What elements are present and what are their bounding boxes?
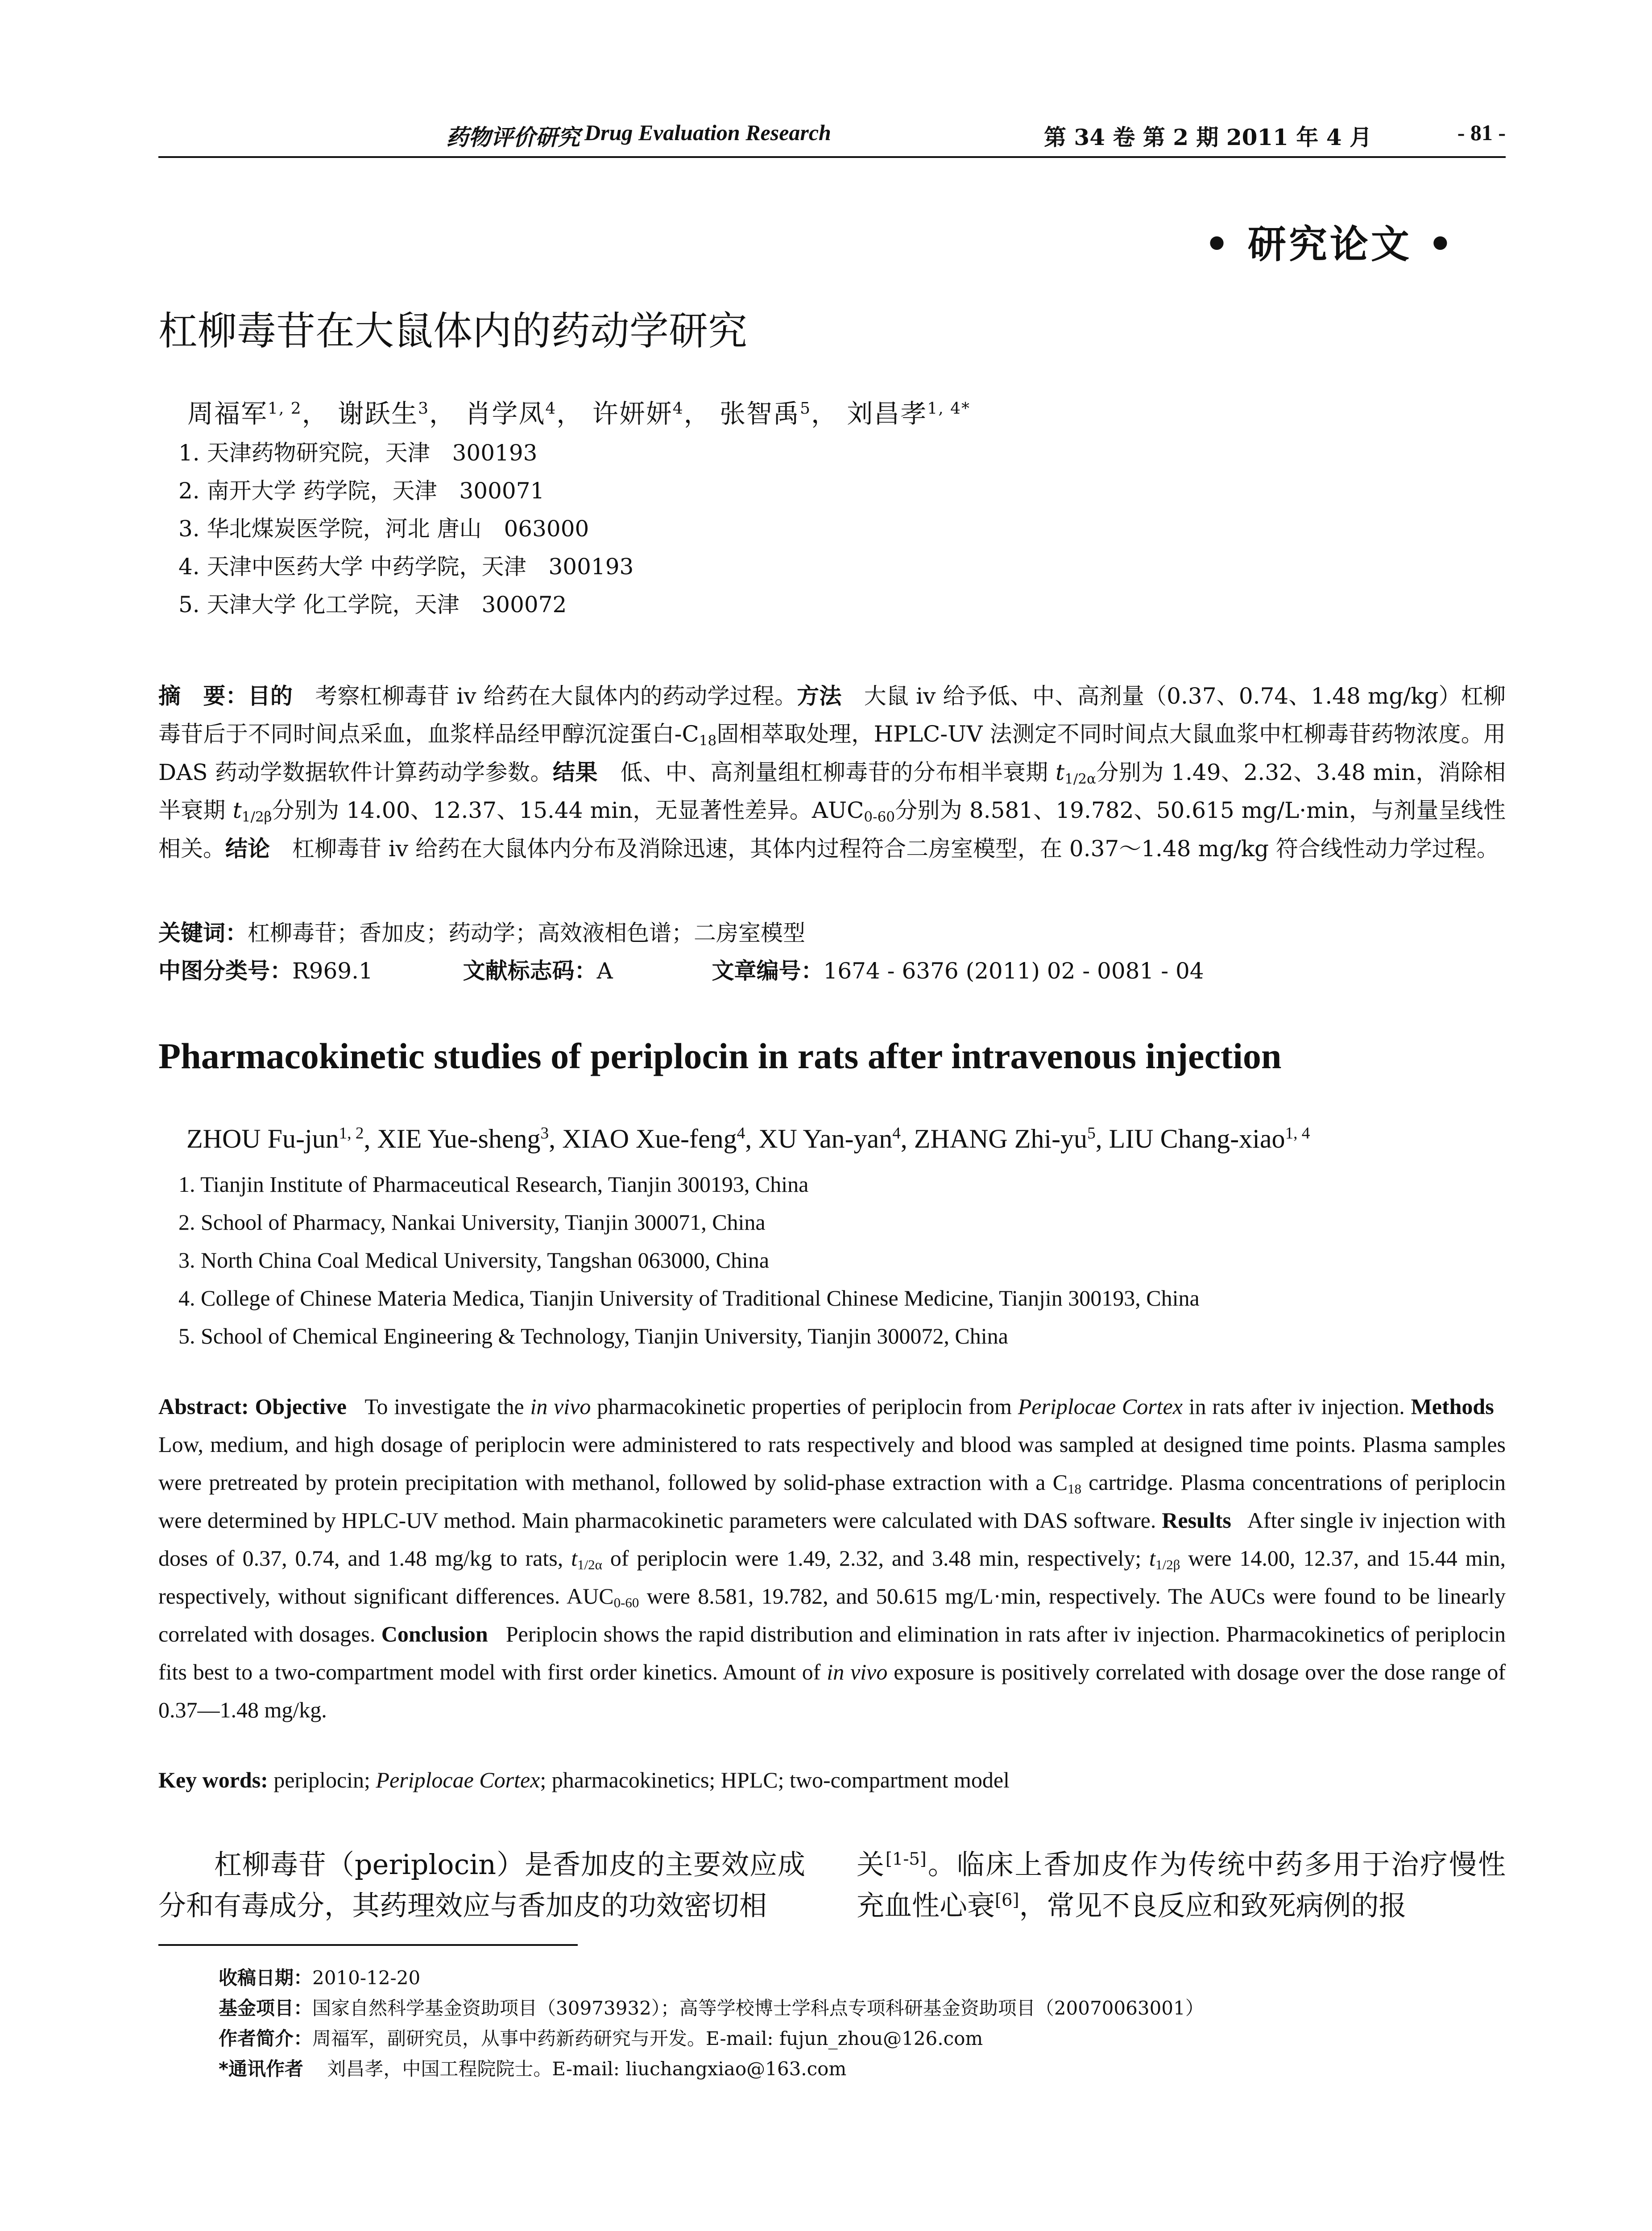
- half-life-symbol: t: [1055, 759, 1065, 785]
- keywords-text: 杠柳毒苷；香加皮；药动学；高效液相色谱；二房室模型: [248, 920, 805, 946]
- subscript: 18: [699, 732, 717, 749]
- body-text: 关: [857, 1848, 886, 1881]
- clc-label: 中图分类号：: [158, 958, 292, 984]
- abstract-label: 摘 要：: [158, 683, 248, 709]
- keywords-cn: [158, 914, 1506, 952]
- author-affiliation-mark: 1, 2: [268, 399, 302, 418]
- author-en: XIAO Xue-feng: [562, 1124, 737, 1153]
- citation: [1-5]: [885, 1849, 927, 1869]
- citation: [6]: [995, 1890, 1019, 1910]
- author-en: ZHOU Fu-jun: [186, 1124, 339, 1153]
- journal-issue: 第 34 卷 第 2 期 2011 年 4 月: [1044, 124, 1372, 150]
- half-life-symbol: t: [1149, 1546, 1155, 1571]
- methods-label: 方法: [797, 683, 842, 709]
- keywords-label: 关键词：: [158, 920, 248, 946]
- affiliation-en: 5. School of Chemical Engineering & Technology, Tianjin University, Tianjin 300072, China: [178, 1323, 1008, 1348]
- objective-label: 目的: [248, 683, 293, 709]
- keywords-text: ; pharmacokinetics; HPLC; two-compartment model: [540, 1767, 1010, 1792]
- objective-text: 考察杠柳毒苷 iv 给药在大鼠体内的药动学过程。: [315, 683, 797, 709]
- body-column-left: [158, 1844, 805, 1926]
- classification-line: [158, 952, 1506, 990]
- doc-code-label: 文献标志码：: [463, 958, 597, 984]
- italic-term: in vivo: [530, 1394, 591, 1419]
- footnote-label: *通讯作者: [219, 2058, 303, 2080]
- affiliation-cn: 2. 南开大学 药学院，天津 300071: [178, 478, 545, 504]
- author-affiliation-mark: 5: [1087, 1124, 1096, 1143]
- body-text: ，常见不良反应和致死病例的报: [1019, 1889, 1407, 1922]
- results-text: After single iv injection with doses of 0.37, 0.74, and 1.48 mg/kg to rats,: [158, 1508, 1506, 1571]
- affiliation-en: 2. School of Pharmacy, Nankai University, Tianjin 300071, China: [178, 1210, 766, 1235]
- results-text: 分别为 8.581、19.782、50.615 mg/L·min，与剂量呈线性相关。: [158, 797, 1506, 862]
- authors-en: ZHOU Fu-jun$^{1, 2}$, XIE Yue-sheng$^3$, XIAO Xue-feng$^4$, XU Yan-yan$^4$, ZHANG Zhi-$yu^5$, LIU Chang-xiao$^{1, 4}$: [186, 1124, 1310, 1153]
- subscript: 18: [1067, 1480, 1081, 1497]
- page-number: - 81 -: [1457, 120, 1506, 145]
- section-tag: • 研究论文 •: [1205, 222, 1455, 267]
- author-affiliation-mark: 1, 4*: [927, 399, 970, 418]
- italic-term: in vivo: [827, 1659, 888, 1684]
- footnote-label: 收稿日期：: [219, 1967, 313, 1989]
- journal-name-en: Drug Evaluation Research: [584, 120, 831, 145]
- footnote-text: 刘昌孝，中国工程院院士。E-mail: liuchangxiao@163.com: [327, 2058, 847, 2080]
- methods-text: cartridge. Plasma concentrations of periplocin were determined by HPLC-UV method. Main pharmacokinetic parameters were calculated with DAS software.: [158, 1470, 1506, 1533]
- footnote-text: 周福军，副研究员，从事中药新药研究与开发。E-mail: fujun_zhou@126.com: [312, 2028, 983, 2049]
- results-text: 分别为 1.49、2.32、3.48 min，消除相半衰期: [158, 759, 1506, 823]
- subscript: 1/2α: [577, 1556, 602, 1572]
- objective-text: in rats after iv injection.: [1182, 1394, 1405, 1419]
- abstract-en: [158, 1388, 1506, 1729]
- authors-cn: 周福军$^{1, 2}$， 谢跃生$^3$， 肖学凤$^4$， 许妍妍$^4$， 张智禹$^5$， 刘昌孝$^{1, 4*}$: [187, 398, 970, 429]
- footnote-text: 2010-12-20: [312, 1967, 421, 1989]
- conclusion-text: 杠柳毒苷 iv 给药在大鼠体内分布及消除迅速，其体内过程符合二房室模型，在 0.37～1.48 mg/kg 符合线性动力学过程。: [292, 836, 1499, 862]
- conclusion-label: 结论: [225, 835, 270, 862]
- author-cn: 周福军: [187, 398, 268, 429]
- results-text: of periplocin were 1.49, 2.32, and 3.48 min, respectively;: [602, 1546, 1150, 1571]
- methods-text: Low, medium, and high dosage of periplocin were administered to rats respectively and blood was sampled at designed time points. Plasma samples were pretreated by protein precipitation with methanol, followed by solid-phase extraction with a C: [158, 1432, 1506, 1495]
- conclusion-text: Periplocin shows the rapid distribution and elimination in rats after iv injection. Pharmacokinetics of periplocin fits best to a two-compartment model with first order kinetics. Amount of: [158, 1621, 1506, 1684]
- methods-text: 固相萃取处理，HPLC-UV 法测定不同时间点大鼠血浆中杠柳毒苷药物浓度。用 DAS 药动学数据软件计算药动学参数。: [158, 721, 1506, 785]
- journal-name-cn: 药物评价研究: [446, 124, 580, 150]
- results-text: 低、中、高剂量组杠柳毒苷的分布相半衰期: [620, 759, 1056, 785]
- author-en: LIU Chang-xiao: [1109, 1124, 1285, 1153]
- affiliation-en: 4. College of Chinese Materia Medica, Tianjin University of Traditional Chinese Medicine, Tianjin 300193, China: [178, 1286, 1200, 1310]
- methods-label: Methods: [1411, 1394, 1494, 1419]
- conclusion-text: exposure is positively correlated with dosage over the dose range of 0.37—1.48 mg/kg.: [158, 1659, 1506, 1722]
- footnote-text: 国家自然科学基金资助项目（30973932）；高等学校博士学科点专项科研基金资助项目（20070063001）: [312, 1997, 1204, 2019]
- doc-code-value: A: [596, 958, 613, 984]
- footnote-fund: [219, 1994, 1204, 2020]
- subscript: 1/2β: [241, 809, 272, 825]
- footnote-rule: [158, 1944, 578, 1946]
- keywords-en: [158, 1767, 1506, 1793]
- clc-value: R969.1: [292, 958, 373, 984]
- conclusion-label: Conclusion: [381, 1621, 488, 1646]
- keywords-label: Key words:: [158, 1767, 268, 1792]
- author-cn: 肖学凤: [465, 398, 546, 429]
- subscript: 1/2α: [1064, 771, 1096, 787]
- footnote-author-bio: [219, 2024, 983, 2051]
- author-affiliation-mark: 1, 2: [339, 1124, 364, 1143]
- results-text: were 8.581, 19.782, and 50.615 mg/L·min, respectively. The AUCs were found to be linearly correlated with dosages.: [158, 1584, 1506, 1646]
- subscript: 0-60: [613, 1594, 639, 1610]
- objective-text: pharmacokinetic properties of periplocin from: [591, 1394, 1018, 1419]
- author-cn: 刘昌孝: [847, 398, 927, 429]
- results-label: Results: [1162, 1508, 1231, 1533]
- results-text: 分别为 14.00、12.37、15.44 min，无显著性差异。AUC: [272, 797, 864, 823]
- title-en: Pharmacokinetic studies of periplocin in rats after intravenous injection: [158, 1036, 1282, 1076]
- subscript: 0-60: [864, 809, 895, 825]
- author-affiliation-mark: 3: [418, 399, 429, 418]
- results-label: 结果: [553, 759, 598, 785]
- affiliation-cn: 1. 天津药物研究院，天津 300193: [178, 440, 538, 466]
- footnote-corresponding: [219, 2054, 846, 2081]
- methods-text: 大鼠 iv 给予低、中、高剂量（0.37、0.74、1.48 mg/kg）杠柳毒苷后于不同时间点采血，血浆样品经甲醇沉淀蛋白-C: [158, 683, 1506, 747]
- author-affiliation-mark: 4: [672, 399, 684, 418]
- affiliation-cn: 3. 华北煤炭医学院，河北 唐山 063000: [178, 516, 589, 542]
- author-cn: 张智禹: [720, 398, 800, 429]
- abstract-cn: [158, 677, 1506, 868]
- author-affiliation-mark: 4: [892, 1124, 901, 1143]
- abstract-label: Abstract:: [158, 1394, 249, 1419]
- author-affiliation-mark: 4: [737, 1124, 745, 1143]
- author-affiliation-mark: 4: [545, 399, 557, 418]
- affiliation-cn: 5. 天津大学 化工学院，天津 300072: [178, 592, 567, 618]
- author-en: XU Yan-yan: [758, 1124, 893, 1153]
- header-rule: [158, 156, 1506, 158]
- affiliation-cn: 4. 天津中医药大学 中药学院，天津 300193: [178, 554, 634, 580]
- half-life-symbol: t: [232, 797, 242, 823]
- author-cn: 许妍妍: [592, 398, 673, 429]
- keywords-text: periplocin;: [268, 1767, 376, 1792]
- italic-term: Periplocae Cortex: [1018, 1394, 1183, 1419]
- body-text: 。临床上香加皮作为传统中药多用于治疗慢性充血性心衰: [857, 1848, 1506, 1922]
- objective-text: To investigate the: [364, 1394, 530, 1419]
- subscript: 1/2β: [1155, 1556, 1180, 1572]
- footnote-label: 作者简介：: [219, 2028, 313, 2049]
- results-text: were 14.00, 12.37, and 15.44 min, respectively, without significant differences. AUC: [158, 1546, 1506, 1609]
- author-cn: 谢跃生: [338, 398, 418, 429]
- objective-label: Objective: [255, 1394, 347, 1419]
- author-affiliation-mark: 5: [800, 399, 811, 418]
- title-cn: 杠柳毒苷在大鼠体内的药动学研究: [158, 308, 748, 354]
- body-column-right: [857, 1844, 1506, 1926]
- footnote-label: 基金项目：: [219, 1997, 313, 2019]
- article-id-value: 1674 - 6376 (2011) 02 - 0081 - 04: [823, 958, 1204, 984]
- footnote-received: [219, 1963, 420, 1990]
- author-en: XIE Yue-sheng: [377, 1124, 541, 1153]
- author-en: ZHANG Zhi-yu: [914, 1124, 1088, 1153]
- article-id-label: 文章编号：: [712, 958, 824, 984]
- author-affiliation-mark: 1, 4: [1285, 1124, 1310, 1143]
- body-text: 杠柳毒苷（periplocin）是香加皮的主要效应成分和有毒成分，其药理效应与香加皮的功效密切相: [158, 1848, 805, 1922]
- italic-term: Periplocae Cortex: [376, 1767, 540, 1792]
- running-header: [158, 120, 1506, 155]
- affiliation-en: 1. Tianjin Institute of Pharmaceutical Research, Tianjin 300193, China: [178, 1172, 809, 1197]
- author-affiliation-mark: 3: [540, 1124, 549, 1143]
- half-life-symbol: t: [571, 1546, 578, 1571]
- affiliation-en: 3. North China Coal Medical University, Tangshan 063000, China: [178, 1248, 770, 1273]
